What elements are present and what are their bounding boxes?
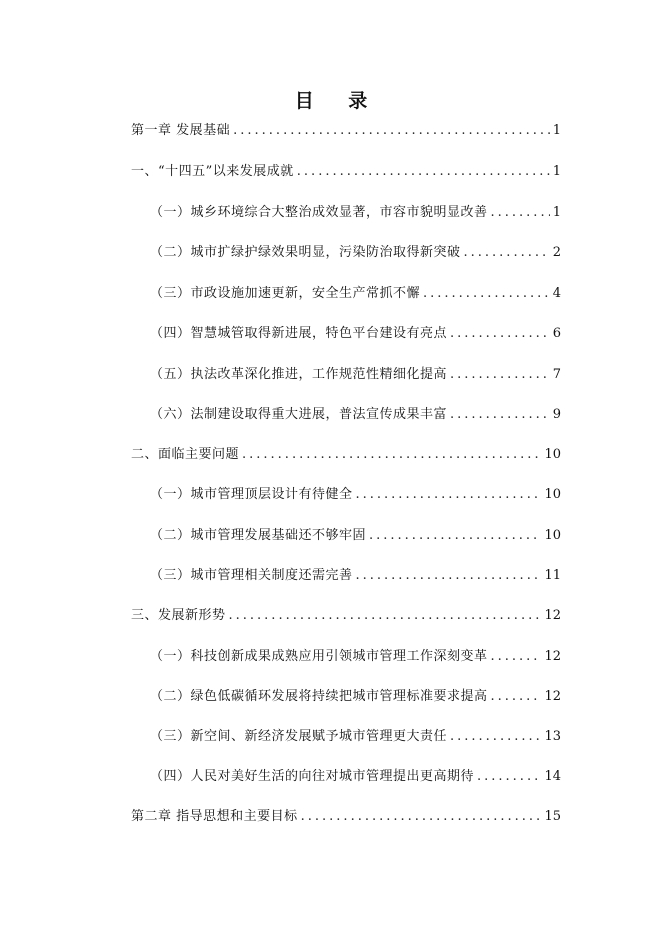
toc-entry-page: 9 xyxy=(552,407,561,422)
toc-entry[interactable] xyxy=(150,648,561,666)
toc-entry-text: 第二章 指导思想和主要目标 xyxy=(131,809,298,824)
dot-leader xyxy=(242,446,541,464)
toc-entry[interactable] xyxy=(131,163,561,181)
dot-leader xyxy=(491,648,542,666)
dot-leader xyxy=(450,325,550,343)
toc-entry[interactable] xyxy=(131,122,561,140)
toc-entry[interactable] xyxy=(131,446,561,464)
toc-entry-page: 12 xyxy=(544,608,561,623)
toc-entry-text: （四）人民对美好生活的向往对城市管理提出更高期待 xyxy=(150,769,475,784)
toc-entry[interactable] xyxy=(150,406,561,424)
toc-entry-page: 12 xyxy=(544,649,561,664)
dot-leader xyxy=(450,728,541,746)
toc-entry-text: （三）城市管理相关制度还需完善 xyxy=(150,568,353,583)
toc-entry-page: 4 xyxy=(552,286,561,301)
dot-leader xyxy=(301,808,542,826)
toc-entry-text: （一）城市管理顶层设计有待健全 xyxy=(150,487,353,502)
toc-entry[interactable] xyxy=(150,527,561,545)
dot-leader xyxy=(297,163,550,181)
toc-entry[interactable] xyxy=(150,204,561,222)
toc-entry-page: 1 xyxy=(552,123,561,138)
toc-entry[interactable] xyxy=(150,366,561,384)
toc-entry-page: 15 xyxy=(544,809,561,824)
toc-entry[interactable] xyxy=(150,325,561,343)
dot-leader xyxy=(229,607,542,625)
toc-entry[interactable] xyxy=(131,607,561,625)
toc-entry[interactable] xyxy=(150,567,561,585)
toc-entry-text: 一、“十四五”以来发展成就 xyxy=(131,164,294,179)
dot-leader xyxy=(356,567,542,585)
dot-leader xyxy=(450,366,550,384)
toc-entry-page: 10 xyxy=(544,528,561,543)
toc-entry-page: 6 xyxy=(552,326,561,341)
toc-entry-page: 13 xyxy=(544,729,561,744)
toc-entry-page: 1 xyxy=(552,205,561,220)
toc-entry-text: 第一章 发展基础 xyxy=(131,123,231,138)
dot-leader xyxy=(477,768,541,786)
toc-entry-text: （二）城市扩绿护绿效果明显，污染防治取得新突破 xyxy=(150,245,461,260)
toc-entry[interactable] xyxy=(150,285,561,303)
toc-entry-text: （五）执法改革深化推进，工作规范性精细化提高 xyxy=(150,367,448,382)
toc-entry-text: 二、面临主要问题 xyxy=(131,447,240,462)
toc-entry-text: （六）法制建设取得重大进展，普法宣传成果丰富 xyxy=(150,407,448,422)
toc-entry-page: 12 xyxy=(544,689,561,704)
toc-entry-page: 10 xyxy=(544,487,561,502)
toc-entry-text: 三、发展新形势 xyxy=(131,608,226,623)
toc-entry-page: 1 xyxy=(552,164,561,179)
toc-entry-text: （三）市政设施加速更新，安全生产常抓不懈 xyxy=(150,286,421,301)
toc-entry-text: （二）绿色低碳循环发展将持续把城市管理标准要求提高 xyxy=(150,689,488,704)
toc-entry-page: 11 xyxy=(544,568,561,583)
dot-leader xyxy=(464,244,550,262)
toc-entry-page: 2 xyxy=(552,245,561,260)
toc-entry-text: （四）智慧城管取得新进展，特色平台建设有亮点 xyxy=(150,326,448,341)
dot-leader xyxy=(423,285,550,303)
toc-entry[interactable] xyxy=(150,768,561,786)
dot-leader xyxy=(356,486,542,504)
toc-entry-text: （一）城乡环境综合大整治成效显著，市容市貌明显改善 xyxy=(150,205,488,220)
toc-entry-page: 14 xyxy=(544,769,561,784)
toc-entry[interactable] xyxy=(150,486,561,504)
toc-entry-page: 10 xyxy=(544,447,561,462)
toc-entry[interactable] xyxy=(131,808,561,826)
toc-entry-page: 7 xyxy=(552,367,561,382)
dot-leader xyxy=(491,204,550,222)
toc-title: 目 录 xyxy=(294,90,382,112)
dot-leader xyxy=(369,527,541,545)
toc-entry[interactable] xyxy=(150,728,561,746)
dot-leader xyxy=(491,688,542,706)
toc-entry[interactable] xyxy=(150,688,561,706)
toc-entry-text: （三）新空间、新经济发展赋予城市管理更大责任 xyxy=(150,729,448,744)
toc-entry-text: （二）城市管理发展基础还不够牢固 xyxy=(150,528,367,543)
toc-entry[interactable] xyxy=(150,244,561,262)
toc-entry-text: （一）科技创新成果成熟应用引领城市管理工作深刻变革 xyxy=(150,649,488,664)
dot-leader xyxy=(233,122,550,140)
dot-leader xyxy=(450,406,550,424)
